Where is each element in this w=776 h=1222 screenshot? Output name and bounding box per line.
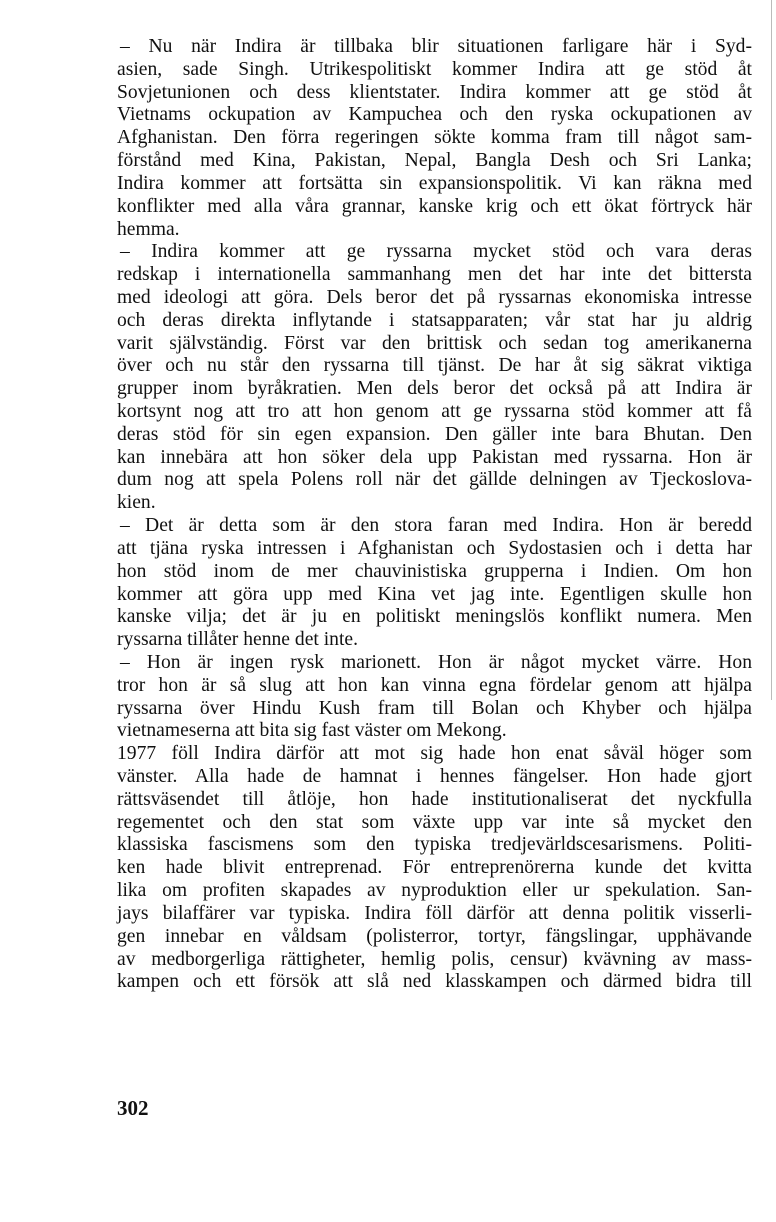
text-line: asien, sade Singh. Utrikespolitiskt kommer Indira att ge stöd åt (117, 58, 752, 80)
text-line: – Nu när Indira är tillbaka blir situationen farligare här i Syd- (120, 36, 752, 57)
text-line: och deras direkta inflytande i statsapparaten; vår stat har ju aldrig (117, 309, 752, 331)
text-line: konflikter med alla våra grannar, kanske krig och ett ökat förtryck här (117, 195, 752, 217)
text-line: förstånd med Kina, Pakistan, Nepal, Bangla Desh och Sri Lanka; (117, 150, 752, 172)
body-text (117, 36, 752, 994)
text-line: rättsväsendet till åtlöje, hon hade institutionaliserat det nyckfulla (117, 788, 752, 810)
text-line: – Det är detta som är den stora faran med Indira. Hon är beredd (120, 515, 752, 537)
text-line: klassiska fascismens som den typiska tredjevärldscesarismens. Politi- (117, 834, 752, 856)
text-line: tror hon är så slug att hon kan vinna egna fördelar genom att hjälpa (117, 674, 752, 696)
text-line: kortsynt nog att tro att hon genom att ge ryssarna stöd kommer att få (117, 401, 752, 422)
page-number: 302 (117, 1096, 149, 1120)
text-line: gen innebar en våldsam (polisterror, tortyr, fängslingar, upphävande (117, 925, 752, 947)
text-line: hon stöd inom de mer chauvinistiska grupperna i Indien. Om hon (117, 560, 752, 582)
text-line: kien. (117, 492, 156, 514)
text-line: Sovjetunionen och dess klientstater. Indira kommer att ge stöd åt (117, 81, 752, 103)
text-line: ryssarna tillåter henne det inte. (117, 629, 359, 651)
text-line: kampen och ett försök att slå ned klasskampen och därmed bidra till (117, 971, 752, 993)
paragraph (117, 743, 752, 994)
text-line: med ideologi att göra. Dels beror det på ryssarnas ekonomiska intresse (117, 286, 752, 308)
text-line: av medborgerliga rättigheter, hemlig polis, censur) kvävning av mass- (117, 948, 752, 970)
text-line: jays bilaffärer var typiska. Indira föll därför att denna politik visserli- (117, 902, 752, 924)
paragraph (117, 652, 752, 743)
paragraph (117, 36, 752, 241)
text-line: kanske vilja; det är ju en politiskt meningslös konflikt numera. Men (117, 606, 752, 628)
text-line: Vietnams ockupation av Kampuchea och den ryska ockupationen av (117, 104, 752, 126)
text-line: lika om profiten skapades av nyproduktion eller ur spekulation. San- (117, 880, 752, 902)
text-line: – Indira kommer att ge ryssarna mycket stöd och vara deras (120, 241, 752, 263)
text-line: kan innebära att hon söker dela upp Pakistan med ryssarna. Hon är (117, 446, 752, 468)
text-line: ryssarna över Hindu Kush fram till Bolan och Khyber och hjälpa (117, 697, 752, 719)
text-line: grupper inom byråkratien. Men dels beror det också på att Indira är (117, 378, 752, 400)
text-line: 1977 föll Indira därför att mot sig hade hon enat såväl höger som (117, 743, 752, 765)
text-line: vänster. Alla hade de hamnat i hennes fängelser. Hon hade gjort (117, 766, 752, 787)
text-line: vietnameserna att bita sig fast väster om Mekong. (117, 720, 507, 742)
text-line: hemma. (117, 218, 180, 240)
text-line: dum nog att spela Polens roll när det gällde delningen av Tjeckoslova- (117, 469, 752, 491)
text-line: Indira kommer att fortsätta sin expansionspolitik. Vi kan räkna med (117, 172, 752, 194)
text-line: varit självständig. Först var den brittisk och sedan tog amerikanerna (117, 332, 752, 354)
text-line: att tjäna ryska intressen i Afghanistan och Sydostasien och i detta har (117, 537, 752, 559)
text-line: över och nu står den ryssarna till tjänst. De har åt sig säkrat viktiga (117, 355, 752, 377)
text-line: ken hade blivit entreprenad. För entreprenörerna kunde det kvitta (117, 857, 752, 879)
text-line: deras stöd för sin egen expansion. Den gäller inte bara Bhutan. Den (117, 423, 752, 445)
text-line: – Hon är ingen rysk marionett. Hon är något mycket värre. Hon (120, 651, 752, 673)
text-line: regementet och den stat som växte upp var inte så mycket den (117, 811, 752, 833)
paragraph (117, 515, 752, 652)
paragraph (117, 241, 752, 515)
text-line: Afghanistan. Den förra regeringen sökte komma fram till något sam- (117, 127, 752, 149)
text-line: kommer att göra upp med Kina vet jag inte. Egentligen skulle hon (117, 583, 752, 605)
scan-edge-line (771, 0, 772, 700)
text-line: redskap i internationella sammanhang men det har inte det bittersta (117, 264, 752, 286)
